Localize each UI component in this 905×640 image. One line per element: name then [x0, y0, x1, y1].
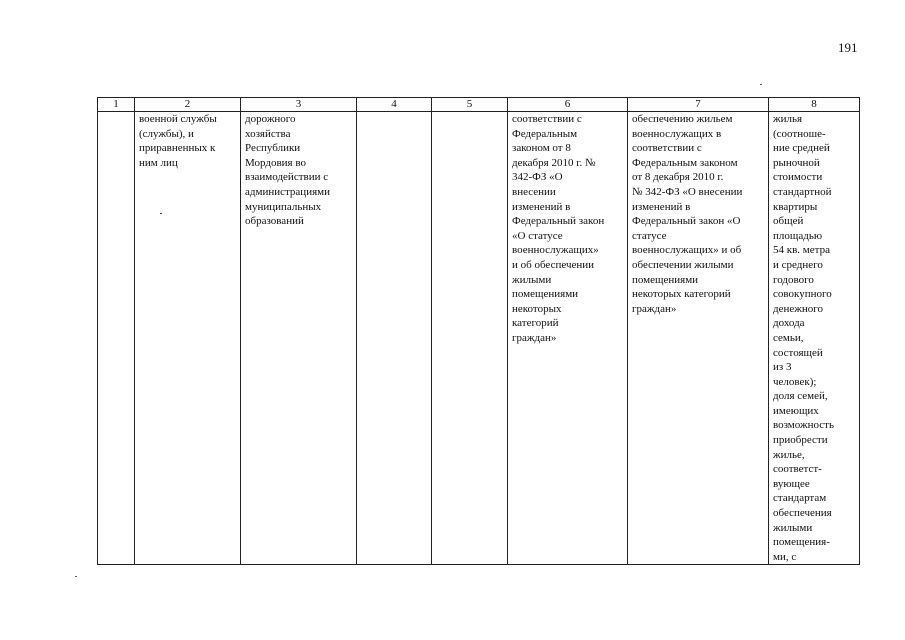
column-header: 3	[241, 98, 357, 112]
column-header: 1	[98, 98, 135, 112]
scan-speck	[760, 84, 762, 85]
table-cell: соответствии с Федеральным законом от 8 декабря 2010 г. № 342-ФЗ «О внесении изменений в Федеральный закон «О статусе военнослужащих» и об обеспечении жилыми помещениями некоторых категорий граждан»	[508, 112, 628, 565]
column-header: 8	[769, 98, 860, 112]
table-cell: жилья (соотноше- ние средней рыночной стоимости стандартной квартиры общей площадью 54 кв. метра и среднего годового совокупного денежного дохода семьи, состоящей из 3 человек); доля семей, имеющих возможность приобрести жилье, соответст- вующее стандартам обеспечения жилыми помещения- ми, с	[769, 112, 860, 565]
table-cell: военной службы (службы), и приравненных к ним лиц	[135, 112, 241, 565]
table-row	[98, 112, 860, 565]
table-cell: дорожного хозяйства Республики Мордовия во взаимодействии с администрациями муниципальных образований	[241, 112, 357, 565]
column-header: 7	[628, 98, 769, 112]
table-cell	[432, 112, 508, 565]
scan-speck	[160, 213, 162, 214]
page-number: 191	[838, 40, 858, 55]
column-header: 6	[508, 98, 628, 112]
table-cell	[98, 112, 135, 565]
table-cell	[357, 112, 432, 565]
scan-speck	[75, 576, 77, 577]
data-table	[97, 97, 860, 565]
column-header: 5	[432, 98, 508, 112]
table-cell: обеспечению жильем военнослужащих в соответствии с Федеральным законом от 8 декабря 2010 г. № 342-ФЗ «О внесении изменений в Федеральный закон «О статусе военнослужащих» и об обеспечении жилыми помещениями некоторых категорий граждан»	[628, 112, 769, 565]
column-header: 2	[135, 98, 241, 112]
column-header: 4	[357, 98, 432, 112]
table-header-row	[98, 98, 860, 112]
